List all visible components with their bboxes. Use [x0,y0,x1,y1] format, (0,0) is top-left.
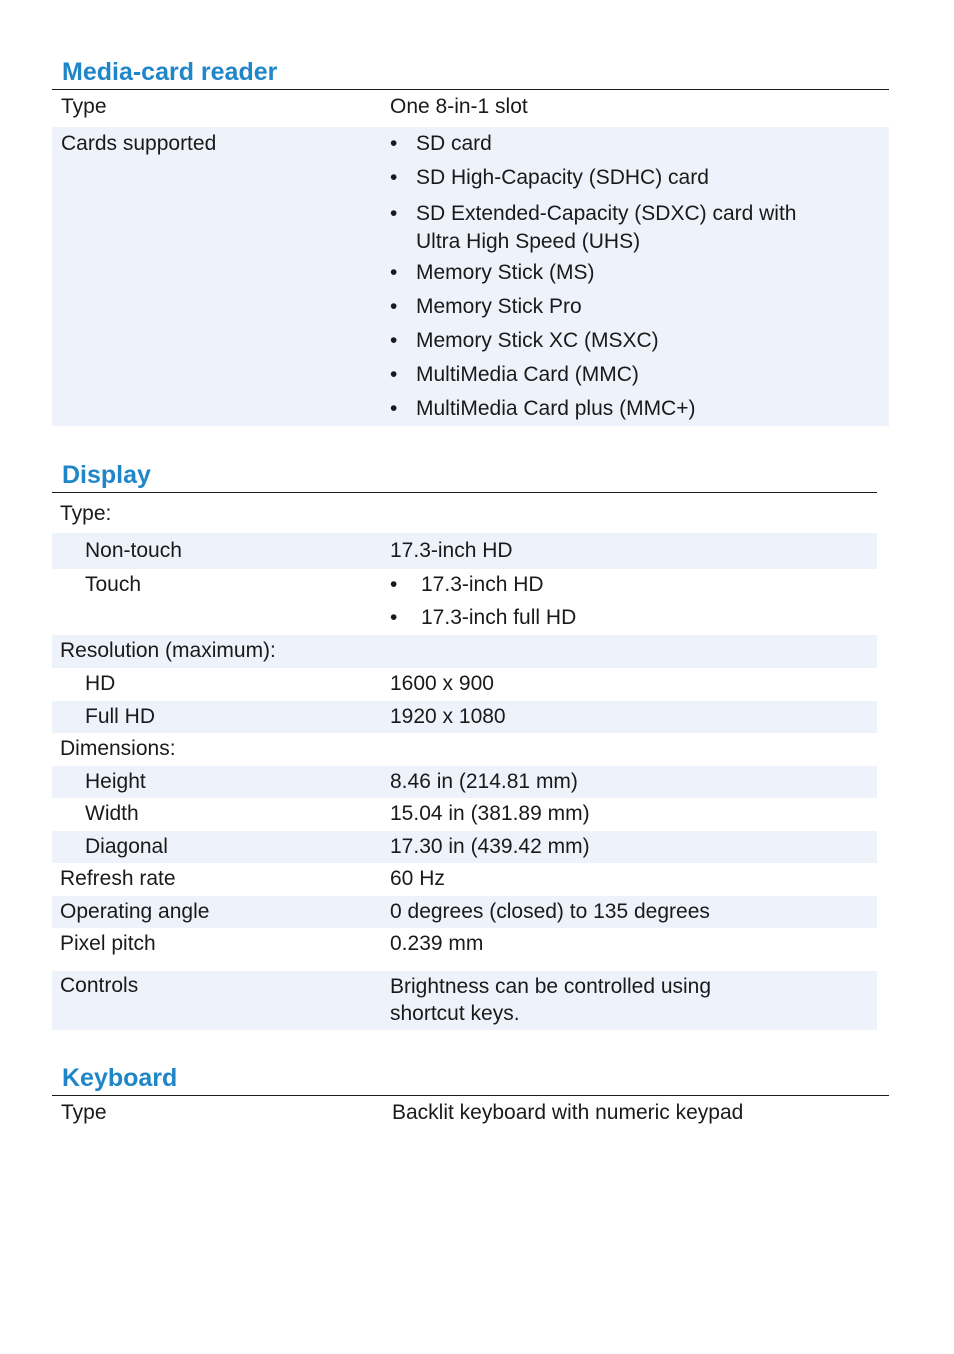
spec-label: Diagonal [85,835,168,858]
section-heading: Keyboard [62,1064,178,1092]
media-card-reader-section [52,55,889,426]
spec-row-dimensions [52,733,877,766]
spec-row-nontouch [52,533,877,569]
list-item: • SD High-Capacity (SDHC) card [390,166,709,189]
list-item: • SD card [390,132,492,155]
spec-row-touch [52,569,877,635]
bullet-icon: • [390,397,398,420]
spec-label: Non-touch [85,539,182,562]
spec-value: 15.04 in (381.89 mm) [390,802,590,825]
spec-row-full-hd [52,701,877,733]
spec-value: One 8-in-1 slot [390,95,528,118]
spec-row-width [52,798,877,831]
bullet-icon: • [390,132,398,155]
bullet-icon: • [390,166,398,189]
list-item: • Memory Stick (MS) [390,261,595,284]
list-item: • MultiMedia Card (MMC) [390,363,639,386]
spec-value: 0.239 mm [390,932,484,955]
spec-label: Type: [60,502,112,525]
list-item: • 17.3-inch full HD [390,606,577,629]
spec-value: Backlit keyboard with numeric keypad [392,1101,744,1124]
spec-label: Touch [85,573,142,596]
spec-label: Operating angle [60,900,210,923]
spec-label: Resolution (maximum): [60,639,276,662]
spec-label: Refresh rate [60,867,176,890]
spec-label: Cards supported [61,132,217,155]
spec-value: 1920 x 1080 [390,705,506,728]
list-item: • Memory Stick XC (MSXC) [390,329,659,352]
list-item: • Memory Stick Pro [390,295,582,318]
spec-label: Controls [60,974,139,997]
list-item: • 17.3-inch HD [390,573,544,596]
spec-label: Width [85,802,139,825]
spec-value: 60 Hz [390,867,445,890]
spec-value: Brightness can be controlled using shortcut keys. [390,975,712,1025]
bullet-icon: • [390,573,398,596]
spec-label: Pixel pitch [60,932,156,955]
keyboard-section [52,1061,889,1133]
spec-value: 8.46 in (214.81 mm) [390,770,578,793]
spec-label: Type [61,1101,107,1124]
spec-label: Dimensions: [60,737,176,760]
spec-value: 17.3-inch HD [390,539,513,562]
spec-row-cards-supported [52,127,889,426]
spec-row-type [52,1096,889,1133]
spec-value: 1600 x 900 [390,672,494,695]
spec-row-height [52,766,877,798]
bullet-icon: • [390,329,398,352]
list-item: • MultiMedia Card plus (MMC+) [390,397,696,420]
bullet-icon: • [390,606,398,629]
spec-row-diagonal [52,831,877,863]
spec-row-type [52,90,889,127]
bullet-icon: • [390,295,398,318]
spec-row-resolution [52,635,877,668]
bullet-icon: • [390,261,398,284]
spec-row-refresh-rate [52,863,877,896]
section-heading: Display [62,461,151,489]
spec-row-operating-angle [52,896,877,928]
bullet-icon: • [390,363,398,386]
cards-list [390,132,796,431]
spec-label: Height [85,770,146,793]
list-item: • SD Extended-Capacity (SDXC) card with Ultra High Speed (UHS) [390,202,797,253]
spec-row-hd [52,668,877,701]
spec-label: Full HD [85,705,156,728]
spec-label: Type [61,95,107,118]
bullet-icon: • [390,202,398,225]
spec-value: 17.30 in (439.42 mm) [390,835,590,858]
spec-row-controls [52,971,877,1030]
spec-value: 0 degrees (closed) to 135 degrees [390,900,710,923]
section-heading: Media-card reader [62,58,278,86]
spec-row-pixel-pitch [52,928,877,971]
display-section [52,458,877,1030]
spec-label: HD [85,672,116,695]
spec-row-type [52,493,877,533]
touch-list [390,573,576,639]
